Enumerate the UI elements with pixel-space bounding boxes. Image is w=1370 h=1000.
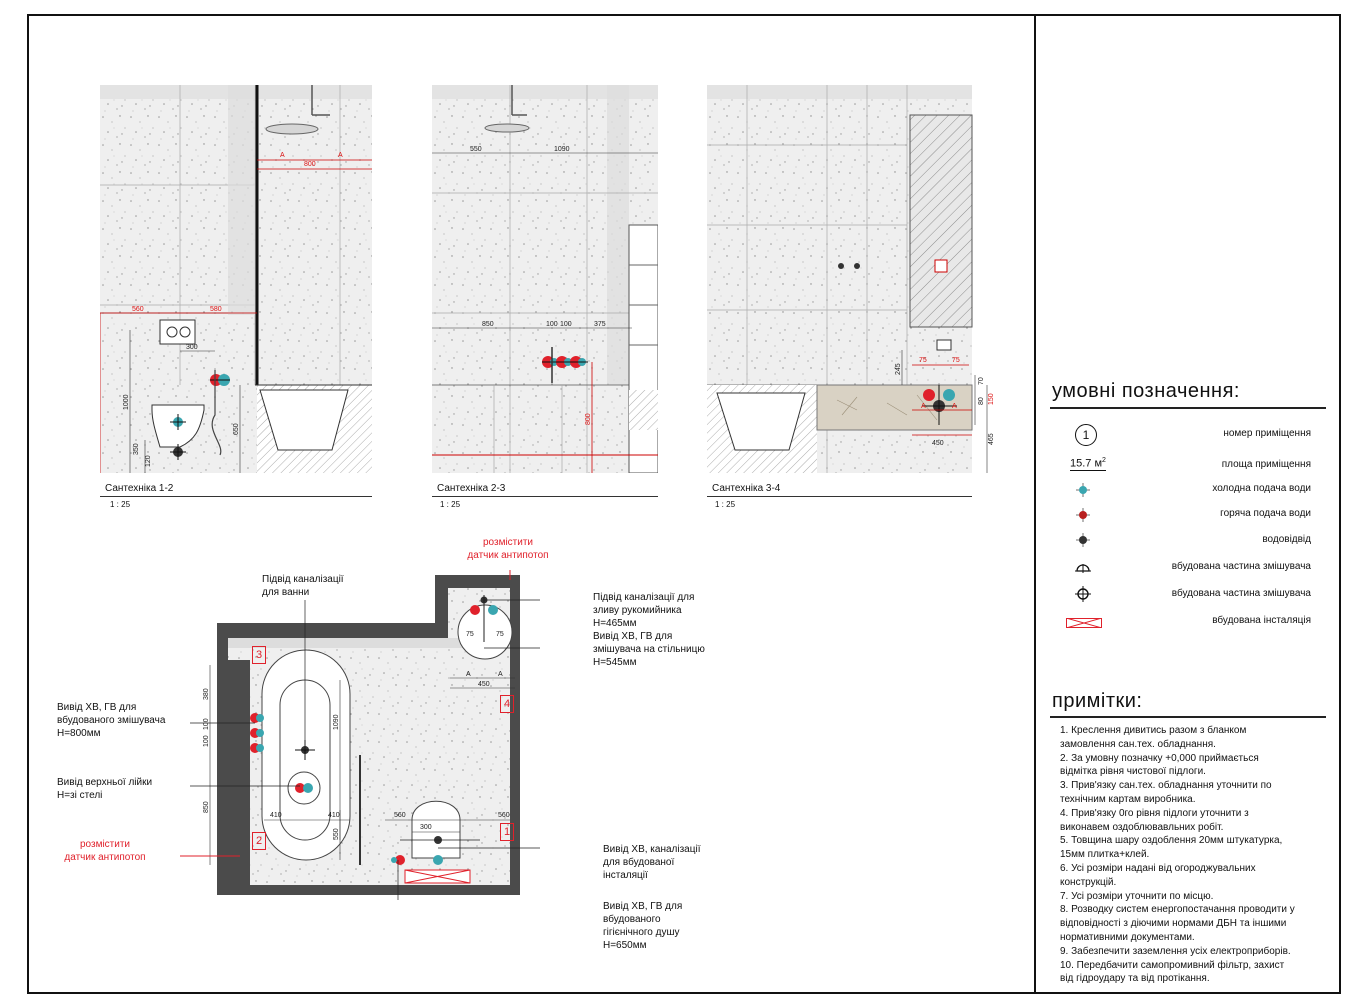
- note-sensor-left: розмістити датчик антипотоп: [64, 839, 146, 863]
- note-line: 2. За умовну позначку +0,000 приймається: [1060, 752, 1259, 764]
- note-line: відмітка рівня чистової підлоги.: [1060, 766, 1206, 778]
- note-line: 8. Розводку систем енергопостачання проводити у: [1060, 904, 1295, 916]
- dim-550: 550: [333, 828, 340, 840]
- dim-120: 120: [145, 455, 152, 467]
- dim-100b: 100: [560, 321, 572, 328]
- legend-label: холодна подача води: [1212, 483, 1311, 494]
- mixer-built-in-round-icon: [1075, 586, 1091, 607]
- dim-850: 850: [482, 321, 494, 328]
- legend-label: площа приміщення: [1221, 459, 1311, 470]
- dim-100a: 100: [546, 321, 558, 328]
- note-line: 6. Усі розміри надані від огороджувальних: [1060, 862, 1256, 874]
- dim-150: 150: [988, 393, 995, 405]
- legend-title: умовні позначення:: [1052, 380, 1240, 402]
- drain-icon: [1076, 533, 1090, 552]
- dim-580: 580: [210, 306, 222, 313]
- elevation-3-4: [707, 85, 997, 473]
- dim-80: 80: [978, 397, 985, 405]
- note-line: 9. Забезпечити заземлення усіх електроприборів.: [1060, 945, 1291, 957]
- elevation-title: Сантехніка 3-4: [712, 483, 781, 494]
- dim-a2: A: [338, 152, 343, 159]
- hot-water-icon: [1076, 508, 1090, 527]
- note-line: 10. Передбачити самопромивний фільтр, захист: [1060, 959, 1285, 971]
- dim-550: 550: [470, 146, 482, 153]
- dim-410: 410: [270, 812, 282, 819]
- note-bath-drain: Підвід каналізації для ванни: [262, 574, 344, 598]
- legend-label: номер приміщення: [1223, 428, 1311, 439]
- mixer-built-in-icon: [1075, 560, 1091, 578]
- dim-a2: A: [952, 403, 957, 410]
- installation-icon: [1066, 615, 1102, 633]
- cold-water-icon: [1076, 483, 1090, 502]
- dim-100: 100: [203, 735, 210, 747]
- caption-line: [432, 496, 658, 497]
- dim-1090: 1090: [554, 146, 570, 153]
- dim-75: 75: [496, 631, 504, 638]
- legend-label: водовідвід: [1262, 534, 1311, 545]
- area-value: 15.7 м: [1070, 457, 1103, 470]
- caption-line: [707, 496, 972, 497]
- dim-450: 450: [478, 681, 490, 688]
- dim-a: A: [466, 671, 471, 678]
- elevation-2-3: [432, 85, 658, 473]
- dim-850: 850: [203, 801, 210, 813]
- dim-1000: 1000: [123, 394, 130, 410]
- notes-title: примітки:: [1052, 690, 1143, 712]
- room-number-icon: 1: [1075, 424, 1097, 446]
- room-label: 4: [500, 695, 514, 713]
- legend-label: горяча подача води: [1220, 508, 1311, 519]
- dim-300: 300: [420, 824, 432, 831]
- elevation-title: Сантехніка 2-3: [437, 483, 506, 494]
- note-line: 15мм плитка+клей.: [1060, 849, 1150, 861]
- note-line: 3. Прив'язку сан.тех. обладнання уточнити по: [1060, 780, 1272, 792]
- dim-a: A: [921, 403, 926, 410]
- note-installation: Вивід ХВ, каналізації для вбудованої інсталяції: [603, 844, 701, 881]
- note-line: 5. Товщина шару оздоблення 20мм штукатурка,: [1060, 835, 1283, 847]
- dim-100: 100: [203, 718, 210, 730]
- elevation-scale: 1 : 25: [715, 500, 736, 509]
- note-line: 1. Креслення дивитись разом з бланком: [1060, 725, 1247, 736]
- room-label: 3: [252, 646, 266, 664]
- legend-label: вбудована інсталяція: [1212, 615, 1311, 626]
- note-line: виконавем оздоблювавльних робіт.: [1060, 821, 1224, 833]
- elevation-scale: 1 : 25: [440, 500, 461, 509]
- elevation-1-2: [100, 85, 372, 473]
- dim-70: 70: [978, 377, 985, 385]
- note-line: 7. Усі розміри уточнити по місцю.: [1060, 890, 1214, 902]
- note-line: технічним картам виробника.: [1060, 793, 1196, 805]
- dim-560: 560: [498, 812, 510, 819]
- note-line: 4. Прив'язку 0го рівня підлоги уточнити з: [1060, 807, 1249, 819]
- note-sink-drain: Підвід каналізації для зливу рукомийника Н=465мм Вивід ХВ, ГВ для змішувача на стільницю Н=545мм: [593, 592, 705, 668]
- dim-75b: 75: [952, 357, 960, 364]
- legend-label: вбудована частина змішувача: [1171, 561, 1311, 572]
- dim-a: A: [498, 671, 503, 678]
- note-sensor-top: розмістити датчик антипотоп: [467, 537, 549, 561]
- caption-line: [100, 496, 372, 497]
- sheet-divider: [1034, 14, 1036, 994]
- dim-375: 375: [594, 321, 606, 328]
- dim-650: 650: [233, 423, 240, 435]
- note-shower-outlet: Вивід верхньої лійки Н=зі стелі: [57, 777, 153, 801]
- room-label: 1: [500, 823, 514, 841]
- dim-450: 450: [932, 440, 944, 447]
- dim-350: 350: [133, 443, 140, 455]
- note-line: нормативними документами.: [1060, 931, 1195, 943]
- room-area-icon: [1070, 457, 1106, 471]
- dim-800: 800: [304, 161, 316, 168]
- floor-plan: [180, 570, 540, 900]
- note-hygienic-shower: Вивід ХВ, ГВ для вбудованого гігієнічного душу Н=650мм: [603, 901, 683, 951]
- dim-245: 245: [895, 363, 902, 375]
- dim-380: 380: [203, 688, 210, 700]
- note-mixer-outlet: Вивід ХВ, ГВ для вбудованого змішувача Н=800мм: [57, 702, 166, 739]
- room-label: 2: [252, 832, 266, 850]
- elevation-title: Сантехніка 1-2: [105, 483, 174, 494]
- dim-75: 75: [466, 631, 474, 638]
- dim-560: 560: [132, 306, 144, 313]
- notes-list: [1060, 724, 1330, 986]
- elevation-scale: 1 : 25: [110, 500, 131, 509]
- legend-label: вбудована частина змішувача: [1171, 588, 1311, 599]
- dim-1090: 1090: [333, 714, 340, 730]
- dim-75a: 75: [919, 357, 927, 364]
- notes-rule: [1050, 716, 1326, 718]
- note-line: від гідроудару та від протікання.: [1060, 973, 1210, 985]
- legend-rule: [1050, 407, 1326, 409]
- dim-560: 560: [394, 812, 406, 819]
- dim-a: A: [280, 152, 285, 159]
- note-line: відповідності з діючими нормами ДБН та іншими: [1060, 918, 1287, 930]
- dim-465: 465: [988, 433, 995, 445]
- note-line: замовлення сан.тех. обладнання.: [1060, 738, 1216, 750]
- dim-300: 300: [186, 344, 198, 351]
- area-unit-sup: 2: [1102, 457, 1106, 464]
- dim-800: 800: [585, 413, 592, 425]
- dim-410: 410: [328, 812, 340, 819]
- note-line: конструкцій.: [1060, 876, 1117, 888]
